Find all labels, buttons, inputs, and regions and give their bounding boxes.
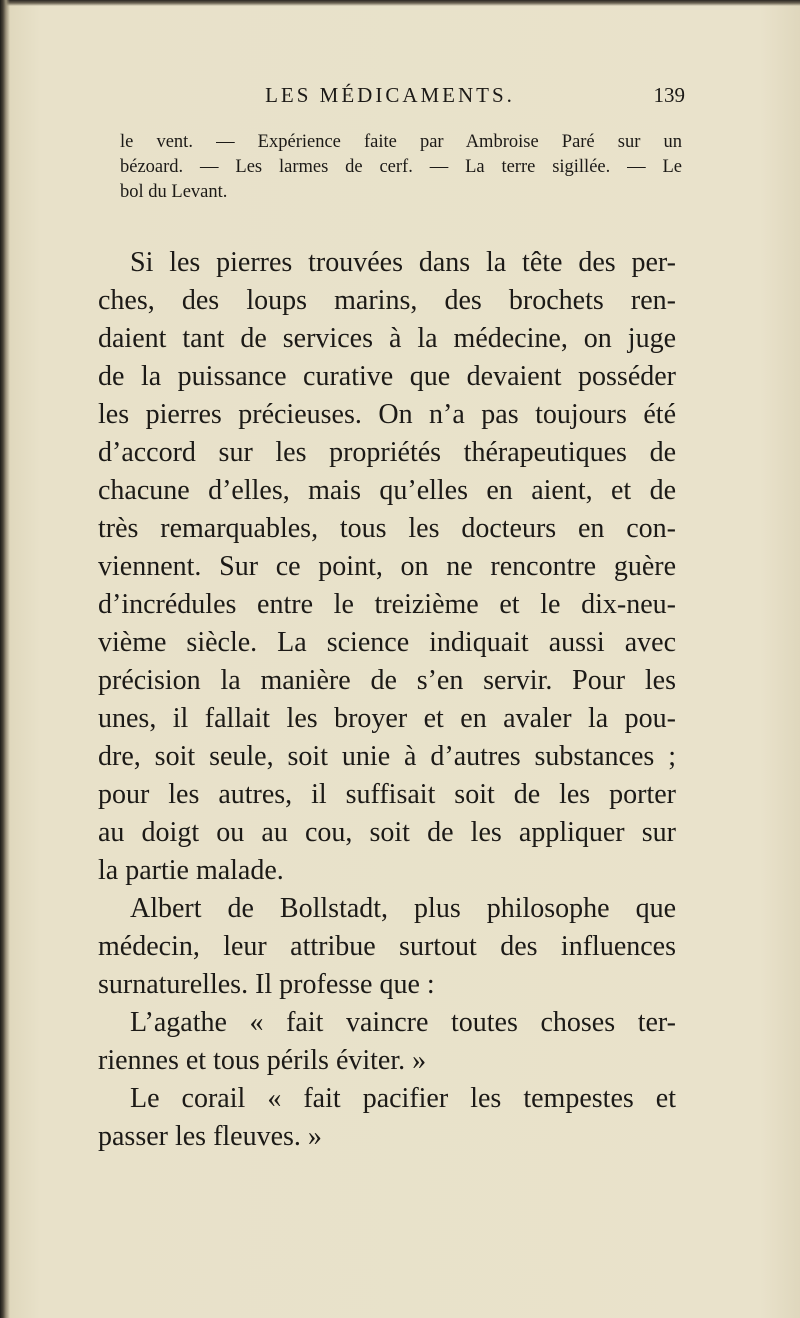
running-title: LES MÉDICAMENTS. [265, 83, 515, 107]
running-head [0, 80, 800, 110]
summary-line: le vent. — Expérience faite par Ambroise Paré sur un [120, 132, 682, 152]
body-line: médecin, leur attribue surtout des influences [98, 931, 676, 962]
body-line: L’agathe « fait vaincre toutes choses ter- [130, 1007, 676, 1038]
body-line: riennes et tous périls éviter. » [98, 1045, 427, 1076]
body-line: pour les autres, il suffisait soit de les porter [98, 779, 676, 810]
body-line: passer les fleuves. » [98, 1121, 322, 1152]
body-line: les pierres précieuses. On n’a pas toujours été [98, 399, 676, 430]
body-line: ches, des loups marins, des brochets ren- [98, 285, 676, 316]
body-line: d’incrédules entre le treizième et le dix-neu- [98, 589, 676, 620]
body-line: unes, il fallait les broyer et en avaler la pou- [98, 703, 676, 734]
page-number: 139 [653, 83, 685, 107]
body-line: surnaturelles. Il professe que : [98, 969, 435, 1000]
body-line: précision la manière de s’en servir. Pour les [98, 665, 676, 696]
summary-line: bézoard. — Les larmes de cerf. — La terre sigillée. — Le [120, 157, 682, 177]
body-text [98, 244, 676, 1156]
chapter-summary [120, 130, 682, 205]
body-line: de la puissance curative que devaient posséder [98, 361, 676, 392]
body-line: la partie malade. [98, 855, 284, 886]
body-line: Albert de Bollstadt, plus philosophe que [130, 893, 676, 924]
body-line: chacune d’elles, mais qu’elles en aient, et de [98, 475, 676, 506]
page-top-edge [0, 0, 800, 6]
body-line: au doigt ou au cou, soit de les appliquer sur [98, 817, 676, 848]
body-line: daient tant de services à la médecine, on juge [98, 323, 676, 354]
body-line: d’accord sur les propriétés thérapeutiques de [98, 437, 676, 468]
body-line: dre, soit seule, soit unie à d’autres substances ; [98, 741, 676, 772]
body-line: Si les pierres trouvées dans la tête des per- [130, 247, 676, 278]
body-line: très remarquables, tous les docteurs en con- [98, 513, 676, 544]
body-line: vième siècle. La science indiquait aussi avec [98, 627, 676, 658]
body-line: viennent. Sur ce point, on ne rencontre guère [98, 551, 676, 582]
body-line: Le corail « fait pacifier les tempestes et [130, 1083, 676, 1114]
page-binding-edge [0, 0, 10, 1318]
summary-line: bol du Levant. [120, 182, 228, 202]
